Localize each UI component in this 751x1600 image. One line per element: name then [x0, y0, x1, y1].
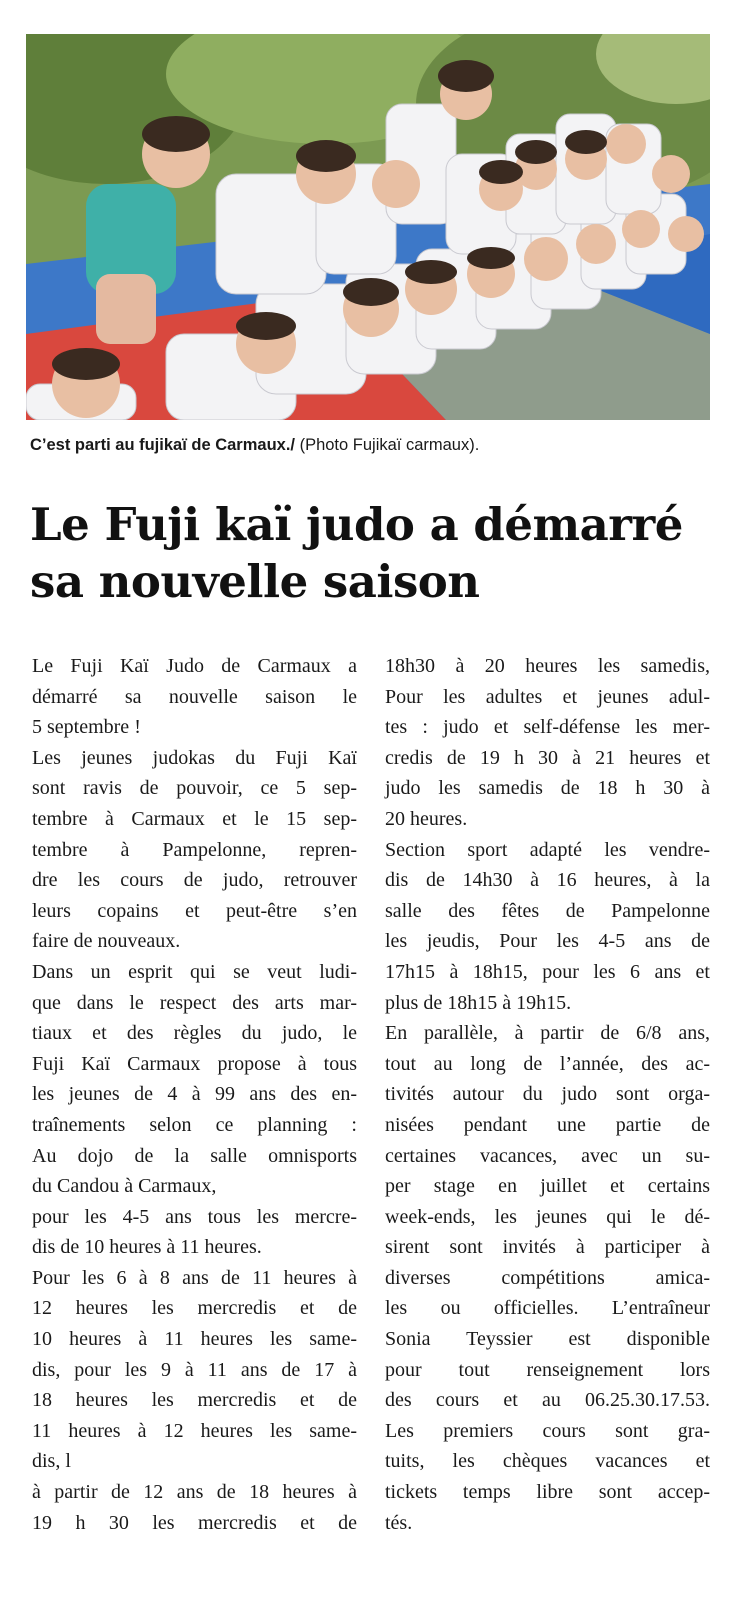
body-text-line: En parallèle, à partir de 6/8 ans,	[385, 1022, 710, 1045]
body-text-line: leurs copains et peut-être s’en	[32, 899, 357, 922]
body-text-line: certaines vacances, avec un su-	[385, 1144, 710, 1167]
body-text-line: Le Fuji Kaï Judo de Carmaux a	[32, 655, 357, 677]
body-text-line: à partir de 12 ans de 18 heures à	[32, 1481, 357, 1504]
caption-text: C’est parti au fujikaï de Carmaux./	[30, 436, 295, 454]
headline-line-1: Le Fuji kaï judo a démarré	[30, 498, 683, 551]
body-text-line: pour les 4-5 ans tous les mercre-	[32, 1205, 357, 1228]
body-text-line: sirent sont invités à participer à	[385, 1236, 710, 1259]
body-text-line: diverses compétitions amica-	[385, 1266, 710, 1289]
body-text-line: tembre à Carmaux et le 15 sep-	[32, 807, 357, 830]
body-text-line: du Candou à Carmaux,	[32, 1175, 217, 1198]
body-text-line: Pour les 6 à 8 ans de 11 heures à	[32, 1266, 357, 1289]
body-text-line: tembre à Pampelonne, repren-	[32, 838, 357, 861]
body-text-line: Les premiers cours sont gra-	[385, 1419, 710, 1442]
body-text-line: Sonia Teyssier est disponible	[385, 1328, 710, 1351]
article-photo	[26, 34, 710, 420]
body-text-line: Section sport adapté les vendre-	[385, 838, 710, 861]
body-text-line: 12 heures les mercredis et de	[32, 1297, 357, 1320]
body-text-line: 17h15 à 18h15, pour les 6 ans et	[385, 960, 710, 983]
body-text-line: 10 heures à 11 heures les same-	[32, 1328, 357, 1351]
body-text-line: pour tout renseignement lors	[385, 1358, 710, 1381]
body-text-line: sont ravis de pouvoir, ce 5 sep-	[32, 777, 357, 800]
body-text-line: tickets temps libre sont accep-	[385, 1481, 710, 1504]
body-text-line: les jeunes de 4 à 99 ans des en-	[32, 1083, 357, 1106]
body-text-line: Dans un esprit qui se veut ludi-	[32, 960, 357, 983]
body-text-line: 5 septembre !	[32, 716, 141, 739]
body-text-line: dis de 14h30 à 16 heures, à la	[385, 869, 710, 892]
body-text-line: Pour les adultes et jeunes adul-	[385, 685, 710, 708]
body-text-line: démarré sa nouvelle saison le	[32, 685, 357, 708]
body-text-line: des cours et au 06.25.30.17.53.	[385, 1389, 710, 1412]
body-text-line: Au dojo de la salle omnisports	[32, 1144, 357, 1167]
body-text-line: dis, pour les 9 à 11 ans de 17 à	[32, 1358, 357, 1381]
body-text-line: tes : judo et self-défense les mer-	[385, 716, 710, 739]
body-text-line: 19 h 30 les mercredis et de	[32, 1511, 357, 1534]
body-text-line: les ou officielles. L’entraîneur	[385, 1297, 710, 1320]
photo-caption	[30, 436, 720, 455]
body-text-line: tés.	[385, 1511, 413, 1534]
body-text-line: dis de 10 heures à 11 heures.	[32, 1236, 262, 1259]
body-text-line: tiaux et des règles du judo, le	[32, 1022, 357, 1045]
body-text-line: que dans le respect des arts mar-	[32, 991, 357, 1014]
body-text-line: tuits, les chèques vacances et	[385, 1450, 710, 1473]
body-text-line: credis de 19 h 30 à 21 heures et	[385, 746, 710, 769]
body-text-line: judo les samedis de 18 h 30 à	[385, 777, 710, 800]
body-text-line: 18h30 à 20 heures les samedis,	[385, 655, 710, 677]
body-text-line: salle des fêtes de Pampelonne	[385, 899, 710, 922]
body-text-line: Les jeunes judokas du Fuji Kaï	[32, 746, 357, 769]
article-body-right-column	[385, 651, 710, 1538]
photo-credit: (Photo Fujikaï carmaux).	[295, 436, 480, 454]
body-text-line: per stage en juillet et certains	[385, 1175, 710, 1198]
article-headline	[30, 496, 730, 610]
body-text-line: traînements selon ce planning :	[32, 1113, 357, 1136]
body-text-line: dis, l	[32, 1450, 71, 1473]
body-text-line: faire de nouveaux.	[32, 930, 181, 953]
headline-line-2: sa nouvelle saison	[30, 555, 480, 608]
body-text-line: tout au long de l’année, des ac-	[385, 1052, 710, 1075]
article-body-left-column	[32, 651, 357, 1538]
body-text-line: les jeudis, Pour les 4-5 ans de	[385, 930, 710, 953]
body-text-line: plus de 18h15 à 19h15.	[385, 991, 572, 1014]
body-text-line: tivités autour du judo sont orga-	[385, 1083, 710, 1106]
body-text-line: 20 heures.	[385, 807, 468, 830]
body-text-line: Fuji Kaï Carmaux propose à tous	[32, 1052, 357, 1075]
body-text-line: 11 heures à 12 heures les same-	[32, 1419, 357, 1442]
body-text-line: 18 heures les mercredis et de	[32, 1389, 357, 1412]
body-text-line: nisées pendant une partie de	[385, 1113, 710, 1136]
body-text-line: week-ends, les jeunes qui le dé-	[385, 1205, 710, 1228]
body-text-line: dre les cours de judo, retrouver	[32, 869, 357, 892]
